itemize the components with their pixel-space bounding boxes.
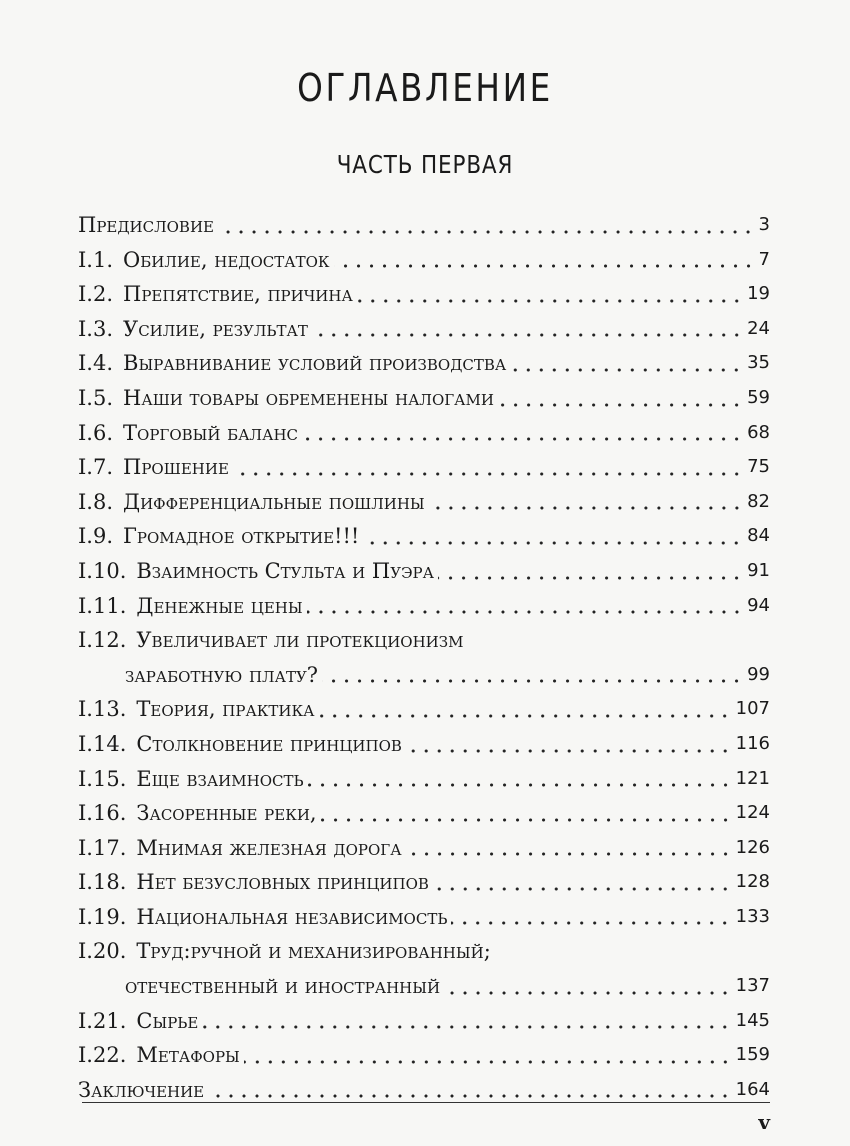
entry-title: Предисловие <box>78 213 214 237</box>
entry-page: 68 <box>747 421 770 443</box>
toc-entry-line <box>78 934 770 969</box>
dot-leader <box>318 714 731 718</box>
entry-title: Наши товары обременены налогами <box>123 385 494 410</box>
toc-entry <box>78 692 770 727</box>
entry-title: Заключение <box>78 1077 205 1102</box>
toc-entry <box>78 589 770 624</box>
toc-entry <box>78 346 770 381</box>
entry-number: I.14. <box>78 731 127 756</box>
toc-entry <box>78 208 770 243</box>
entry-page: 84 <box>747 525 770 547</box>
entry-page: 124 <box>735 802 770 824</box>
entry-number: I.19. <box>78 904 127 929</box>
entry-page: 164 <box>735 1078 770 1100</box>
entry-title: Нет безусловных принципов <box>136 870 429 895</box>
dot-leader <box>312 333 743 337</box>
dot-leader <box>208 1094 732 1098</box>
entry-page: 3 <box>758 214 770 235</box>
toc-entry <box>78 277 770 312</box>
entry-title: Прошение <box>123 455 229 480</box>
entry-title: Мнимая железная дорога <box>136 835 402 860</box>
dot-leader <box>244 1060 732 1064</box>
entry-page: 107 <box>735 698 770 720</box>
toc-entry <box>78 450 770 485</box>
entry-title: Усилие, результат <box>123 316 308 341</box>
entry-page: 99 <box>747 663 770 685</box>
entry-page: 159 <box>735 1044 770 1066</box>
entry-number: I.1. <box>78 247 114 272</box>
toc-entry <box>78 727 770 762</box>
entry-title: Еще взаимность <box>136 766 304 791</box>
entry-page: 121 <box>735 767 770 789</box>
toc-entry <box>78 762 770 797</box>
entry-title: Взаимность Стульта и Пуэра <box>136 558 435 583</box>
entry-title: Препятствие, причина <box>123 282 353 307</box>
entry-number: I.15. <box>78 766 127 791</box>
entry-number: I.16. <box>78 801 127 826</box>
toc-entry <box>78 1004 770 1039</box>
toc-entry <box>78 865 770 900</box>
toc-entry <box>78 1038 770 1073</box>
entry-page: 24 <box>747 317 770 339</box>
entry-page: 91 <box>747 559 770 581</box>
entry-title: Увеличивает ли протекционизм <box>136 628 464 653</box>
footer-rule <box>82 1102 770 1103</box>
entry-title: Денежные цены <box>136 593 303 618</box>
entry-title: Метафоры <box>136 1043 240 1068</box>
dot-leader <box>334 264 755 268</box>
toc-entry <box>78 416 770 451</box>
toc-entry-line <box>78 658 770 693</box>
entry-title: Столкновение принципов <box>136 731 402 756</box>
entry-number: I.22. <box>78 1043 127 1068</box>
entry-page: 35 <box>747 352 770 374</box>
dot-leader <box>233 472 743 476</box>
entry-title: Теория, практика <box>136 697 315 722</box>
toc-entry <box>78 485 770 520</box>
toc-entry <box>78 312 770 347</box>
entry-page: 128 <box>735 871 770 893</box>
dot-leader <box>202 1025 731 1029</box>
toc-entry <box>78 243 770 278</box>
dot-leader <box>302 437 743 441</box>
entry-number: I.4. <box>78 351 114 376</box>
table-of-contents <box>78 208 770 1107</box>
entry-page: 133 <box>735 905 770 927</box>
entry-number: I.2. <box>78 282 114 307</box>
dot-leader <box>498 403 743 407</box>
entry-page: 7 <box>758 248 770 270</box>
entry-title: Обилие, недостаток <box>123 247 330 272</box>
entry-title: Торговый баланс <box>123 420 298 445</box>
entry-title: Засоренные реки, <box>136 801 317 826</box>
dot-leader <box>307 610 743 614</box>
entry-number: I.13. <box>78 697 127 722</box>
entry-title-continued: заработную плату? <box>125 662 319 687</box>
entry-title: Громадное открытие!!! <box>123 524 360 549</box>
dot-leader <box>444 991 732 995</box>
entry-number: I.12. <box>78 628 127 653</box>
dot-leader <box>321 818 732 822</box>
dot-leader <box>406 749 732 753</box>
entry-page: 19 <box>747 283 770 305</box>
toc-entry-line <box>78 969 770 1004</box>
dot-leader <box>218 230 755 234</box>
toc-entry <box>78 623 770 692</box>
dot-leader <box>357 299 743 303</box>
part-title: ЧАСТЬ ПЕРВАЯ <box>336 150 514 179</box>
entry-title: Национальная независимость <box>136 904 448 929</box>
entry-number: I.5. <box>78 385 114 410</box>
dot-leader <box>451 921 731 925</box>
entry-page: 59 <box>747 386 770 408</box>
entry-page: 137 <box>735 975 770 997</box>
dot-leader <box>322 679 743 683</box>
entry-number: I.11. <box>78 593 127 618</box>
entry-number: I.21. <box>78 1008 127 1033</box>
dot-leader <box>429 506 743 510</box>
entry-number: I.17. <box>78 835 127 860</box>
entry-page: 126 <box>735 836 770 858</box>
dot-leader <box>510 368 743 372</box>
entry-number: I.20. <box>78 939 127 964</box>
toc-entry <box>78 519 770 554</box>
entry-page: 75 <box>747 456 770 478</box>
dot-leader <box>308 783 732 787</box>
dot-leader <box>438 576 743 580</box>
toc-entry-line <box>78 623 770 658</box>
entry-number: I.7. <box>78 455 114 480</box>
entry-number: I.6. <box>78 420 114 445</box>
dot-leader <box>433 887 732 891</box>
toc-entry <box>78 831 770 866</box>
page-title: ОГЛАВЛЕНИЕ <box>297 66 553 110</box>
toc-entry <box>78 554 770 589</box>
entry-number: I.8. <box>78 489 114 514</box>
entry-title: Сырье <box>136 1008 199 1033</box>
entry-page: 116 <box>735 732 770 754</box>
dot-leader <box>363 541 743 545</box>
entry-page: 94 <box>747 594 770 616</box>
entry-number: I.9. <box>78 524 114 549</box>
entry-number: I.18. <box>78 870 127 895</box>
toc-entry <box>78 934 770 1003</box>
entry-title: Выравнивание условий производства <box>123 351 507 376</box>
toc-entry <box>78 381 770 416</box>
entry-number: I.3. <box>78 316 114 341</box>
toc-entry <box>78 796 770 831</box>
toc-entry <box>78 900 770 935</box>
entry-title: Труд:ручной и механизированный; <box>136 939 491 964</box>
dot-leader <box>406 852 732 856</box>
entry-title-continued: отечественный и иностранный <box>125 974 441 999</box>
entry-page: 145 <box>735 1009 770 1031</box>
entry-title: Дифференциальные пошлины <box>123 489 425 514</box>
entry-page: 82 <box>747 490 770 512</box>
entry-number: I.10. <box>78 558 127 583</box>
page-number: v <box>758 1110 770 1134</box>
